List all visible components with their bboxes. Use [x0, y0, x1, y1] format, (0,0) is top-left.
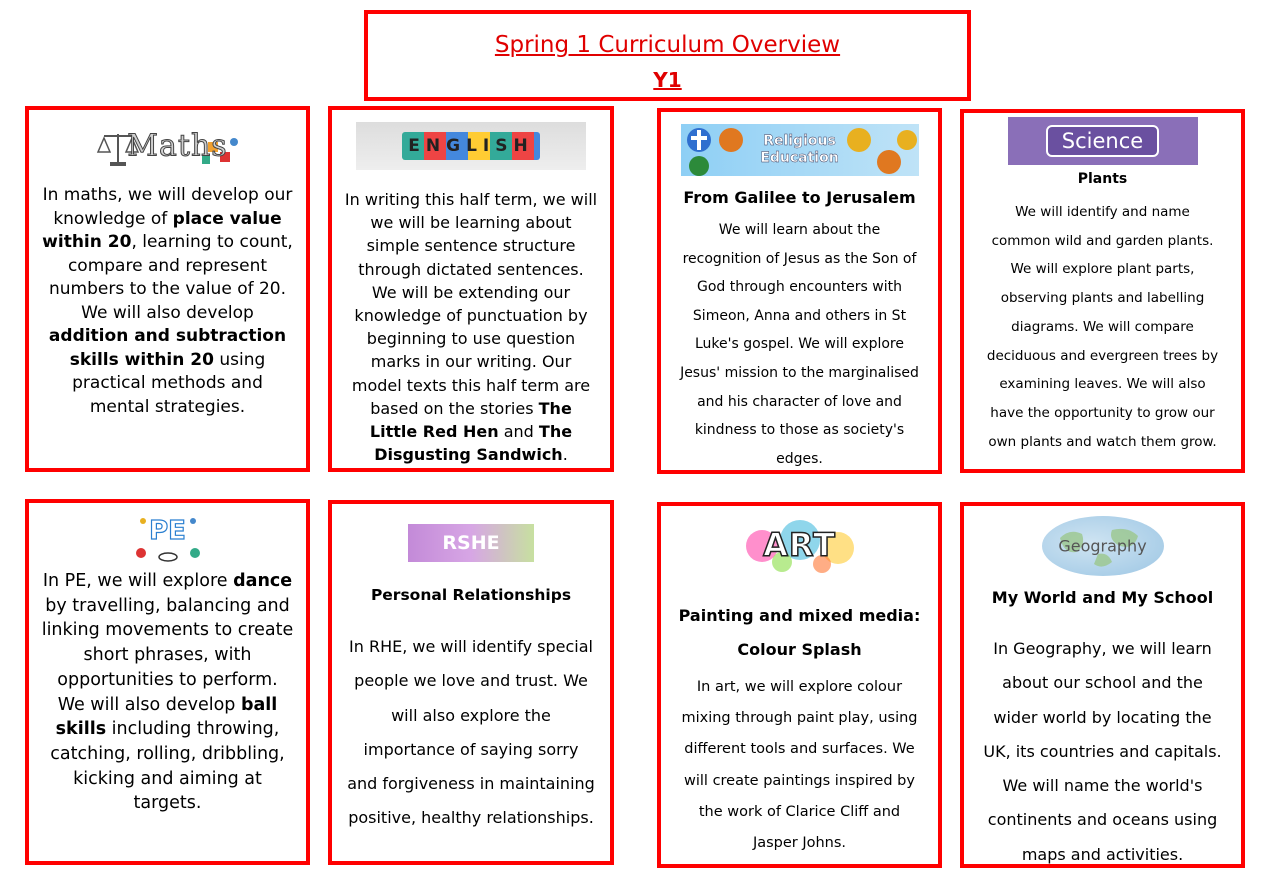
pe-card [25, 499, 310, 865]
rshe-card [328, 500, 614, 865]
art-card [657, 502, 942, 868]
re-logo-text: Religious Education [760, 133, 839, 166]
geography-logo [1042, 516, 1164, 576]
art-heading-1: Painting and mixed media: [678, 606, 921, 625]
rshe-logo [408, 524, 534, 562]
re-body: We will learn about the recognition of Jesus as the Son of God through encounters with Simeon, Anna and others in St Luke's gospel. We will explore Jesus' mission to the marginalised and his character of love and kindness to those as society's edges. [680, 222, 919, 467]
rshe-body: In RHE, we will identify special people we love and trust. We will also explore the importance of saying sorry and forgiveness in maintaining positive, healthy relationships. [347, 637, 595, 828]
science-logo-text: Science [1008, 125, 1198, 157]
pe-logo-text: PE [149, 516, 186, 546]
art-heading-2: Colour Splash [737, 640, 862, 659]
science-logo [1008, 117, 1198, 165]
english-card [328, 106, 614, 472]
maths-logo [92, 122, 244, 170]
science-body: We will identify and name common wild and garden plants. We will explore plant parts, observing plants and labelling diagrams. We will compare deciduous and evergreen trees by examining leaves. We will also have the opportunity to grow our own plants and watch them grow. [986, 204, 1219, 450]
maths-body: In maths, we will develop our knowledge of place value within 20, learning to count, compare and represent numbers to the value of 20. We will also develop addition and subtraction skills within 20 using practical methods and mental strategies. [42, 185, 293, 417]
english-logo [356, 122, 586, 170]
year-group: Y1 [653, 68, 682, 92]
pe-body: In PE, we will explore dance by travelling, balancing and linking movements to create short phrases, with opportunities to perform. We will also develop ball skills including throwing, catching, rolling, dribbling, kicking and aiming at targets. [41, 571, 294, 814]
science-card [960, 109, 1245, 473]
english-logo-text: ENGLISH [356, 132, 586, 160]
maths-card [25, 106, 310, 472]
re-card [657, 108, 942, 474]
art-logo-text: ART [763, 526, 836, 564]
geography-body: In Geography, we will learn about our school and the wider world by locating the UK, its countries and capitals. We will name the world's continents and oceans using maps and activities. [983, 639, 1222, 864]
rshe-logo-text: RSHE [442, 532, 500, 554]
art-body: In art, we will explore colour mixing through paint play, using different tools and surfaces. We will create paintings inspired by the work of Clarice Cliff and Jasper Johns. [681, 679, 918, 852]
english-body: In writing this half term, we will we will be learning about simple sentence structure through dictated sentences. We will be extending our knowledge of punctuation by beginning to use question marks in our writing. Our model texts this half term are based on the stories The Little Red Hen and The Disgusting Sandwich. [344, 190, 598, 465]
maths-logo-text: Maths [127, 128, 228, 164]
title-box [364, 10, 971, 101]
geography-logo-text: Geography [1058, 536, 1147, 556]
art-logo [742, 516, 858, 574]
page-title: Spring 1 Curriculum Overview [494, 32, 841, 58]
pe-logo [133, 513, 203, 563]
re-logo [681, 124, 919, 176]
geography-heading: My World and My School [991, 588, 1214, 607]
re-heading: From Galilee to Jerusalem [683, 188, 916, 207]
science-heading: Plants [1077, 171, 1128, 187]
geography-card [960, 502, 1245, 868]
rshe-heading: Personal Relationships [370, 586, 572, 604]
